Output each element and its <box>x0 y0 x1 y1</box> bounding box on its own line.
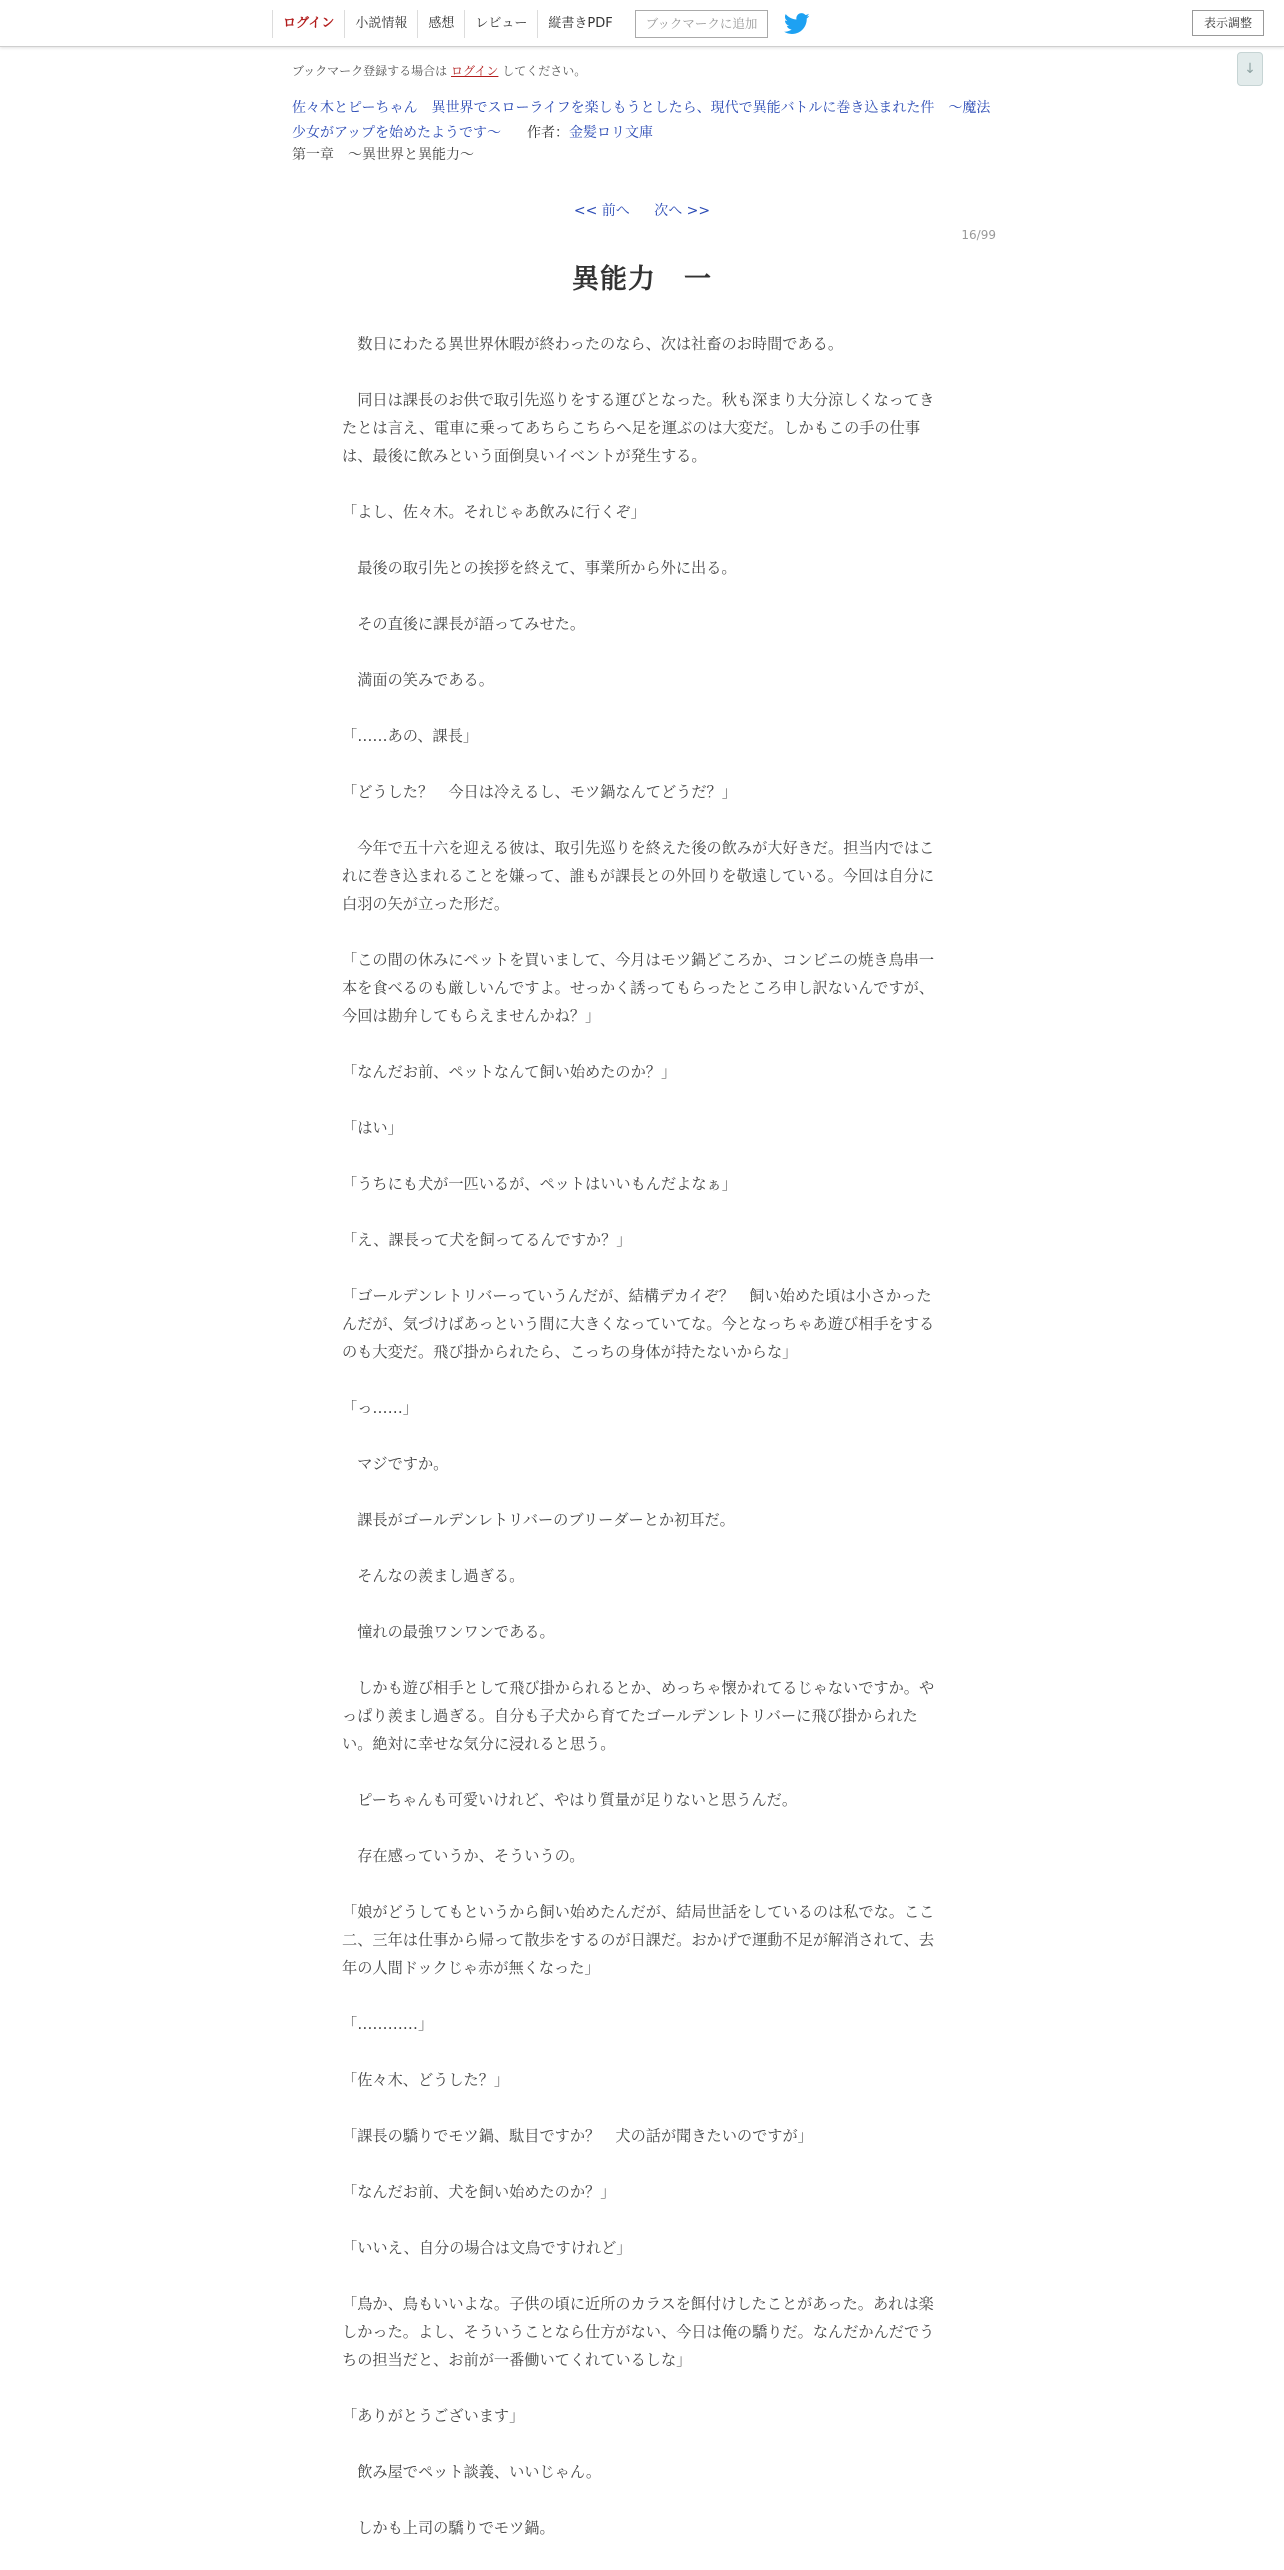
body-paragraph: しかも遊び相手として飛び掛かられるとか、めっちゃ懐かれてるじゃないですか。やっぱり羨まし過ぎる。自分も子犬から育てたゴールデンレトリバーに飛び掛かられたい。絶対に幸せな気分に浸れると思う。 <box>342 1679 935 1753</box>
nav-vertical-pdf[interactable]: 縦書きPDF <box>537 10 622 38</box>
body-paragraph: 「え、課長って犬を飼ってるんですか？」 <box>342 1231 632 1249</box>
top-nav-bar <box>0 0 1284 47</box>
body-paragraph: 「どうした？ 今日は冷えるし、モツ鍋なんてどうだ？」 <box>342 783 737 801</box>
body-paragraph: 「はい」 <box>342 1119 403 1137</box>
author-link[interactable]: 金髪ロリ文庫 <box>569 125 654 141</box>
body-paragraph: 最後の取引先との挨拶を終えて、事業所から外に出る。 <box>342 559 737 577</box>
body-paragraph: しかも上司の驕りでモツ鍋。 <box>342 2519 555 2537</box>
main-nav <box>272 10 810 38</box>
body-paragraph: そんなの羨まし過ぎる。 <box>342 1567 525 1585</box>
body-paragraph: 「なんだお前、犬を飼い始めたのか？」 <box>342 2183 616 2201</box>
body-paragraph: 課長がゴールデンレトリバーのブリーダーとか初耳だ。 <box>342 1511 735 1529</box>
twitter-bird-icon[interactable] <box>784 13 810 35</box>
nav-impressions[interactable]: 感想 <box>417 10 464 38</box>
body-paragraph: 「よし、佐々木。それじゃあ飲みに行くぞ」 <box>342 503 646 521</box>
twitter-svg <box>784 13 810 35</box>
body-paragraph: 「っ……」 <box>342 1399 418 1417</box>
display-settings-button[interactable]: 表示調整 <box>1192 10 1264 36</box>
body-paragraph: 「ゴールデンレトリバーっていうんだが、結構デカイぞ？ 飼い始めた頃は小さかったんだが、気づけばあっという間に大きくなっていてな。今となっちゃあ遊び相手をするのも大変だ。飛び掛かられたら、こっちの身体が持たないからな」 <box>342 1287 935 1361</box>
add-bookmark-button[interactable]: ブックマークに追加 <box>635 10 769 38</box>
chapter-title: 第一章 ～異世界と異能力～ <box>292 147 474 163</box>
body-paragraph: 数日にわたる異世界休暇が終わったのなら、次は社畜のお時間である。 <box>342 335 844 353</box>
top-pager <box>0 200 1284 220</box>
body-paragraph: 「うちにも犬が一匹いるが、ペットはいいもんだよなぁ」 <box>342 1175 737 1193</box>
novel-body <box>342 330 937 2570</box>
body-paragraph: その直後に課長が語ってみせた。 <box>342 615 585 633</box>
notice-login-link[interactable]: ログイン <box>451 64 499 78</box>
episode-title: 異能力 一 <box>572 264 712 295</box>
body-paragraph: 同日は課長のお供で取引先巡りをする運びとなった。秋も深まり大分涼しくなってきたとは言え、電車に乗ってあちらこちらへ足を運ぶのは大変だ。しかもこの手の仕事は、最後に飲みという面倒臭いイベントが発生する。 <box>342 391 935 465</box>
body-paragraph: 「…………」 <box>342 2015 434 2033</box>
body-paragraph: ピーちゃんも可愛いけれど、やはり質量が足りないと思うんだ。 <box>342 1791 798 1809</box>
notice-suffix: してください。 <box>502 64 587 78</box>
notice-prefix: ブックマーク登録する場合は <box>292 64 448 78</box>
series-info <box>292 96 1004 146</box>
body-paragraph: 今年で五十六を迎える彼は、取引先巡りを終えた後の飲みが大好きだ。担当内ではこれに巻き込まれることを嫌って、誰もが課長との外回りを敬遠している。今回は自分に白羽の矢が立った形だ。 <box>342 839 935 913</box>
author-label: 作者： <box>527 125 570 141</box>
nav-novel-info[interactable]: 小説情報 <box>344 10 417 38</box>
body-paragraph: マジですか。 <box>342 1455 449 1473</box>
nav-review[interactable]: レビュー <box>464 10 537 38</box>
bookmark-login-notice <box>292 62 586 79</box>
body-paragraph: 憧れの最強ワンワンである。 <box>342 1623 555 1641</box>
body-paragraph: 「なんだお前、ペットなんて飼い始めたのか？」 <box>342 1063 677 1081</box>
body-paragraph: 「……あの、課長」 <box>342 727 479 745</box>
body-paragraph: 「課長の驕りでモツ鍋、駄目ですか？ 犬の話が聞きたいのですが」 <box>342 2127 813 2145</box>
body-paragraph: 「鳥か、鳥もいいよな。子供の頃に近所のカラスを餌付けしたことがあった。あれは楽しかった。よし、そういうことなら仕方がない、今日は俺の驕りだ。なんだかんだでうちの担当だと、お前が一番働いてくれているしな」 <box>342 2295 935 2369</box>
body-paragraph: 「いいえ、自分の場合は文鳥ですけれど」 <box>342 2239 632 2257</box>
body-paragraph: 「ありがとうございます」 <box>342 2407 525 2425</box>
prev-page-link[interactable]: << 前へ <box>573 203 630 219</box>
body-paragraph: 「この間の休みにペットを買いまして、今月はモツ鍋どころか、コンビニの焼き鳥串一本を食べるのも厳しいんですよ。せっかく誘ってもらったところ申し訳ないんですが、今回は勘弁してもらえませんかね？」 <box>342 951 935 1025</box>
page-counter: 16/99 <box>961 228 996 242</box>
body-paragraph: 「娘がどうしてもというから飼い始めたんだが、結局世話をしているのは私でな。ここ二、三年は仕事から帰って散歩をするのが日課だ。おかげで運動不足が解消されて、去年の人間ドックじゃ赤が無くなった」 <box>342 1903 935 1977</box>
body-paragraph: 存在感っていうか、そういうの。 <box>342 1847 585 1865</box>
next-page-link[interactable]: 次へ >> <box>654 203 711 219</box>
body-paragraph: 満面の笑みである。 <box>342 671 494 689</box>
series-title-link[interactable]: 佐々木とピーちゃん 異世界でスローライフを楽しもうとしたら、現代で異能バトルに巻き込まれた件 ～魔法少女がアップを始めたようです～ <box>292 100 991 141</box>
nav-login[interactable]: ログイン <box>272 10 344 38</box>
body-paragraph: 飲み屋でペット談義、いいじゃん。 <box>342 2463 602 2481</box>
scroll-down-arrow-icon[interactable]: ↓ <box>1237 52 1263 86</box>
body-paragraph: 「佐々木、どうした？」 <box>342 2071 510 2089</box>
